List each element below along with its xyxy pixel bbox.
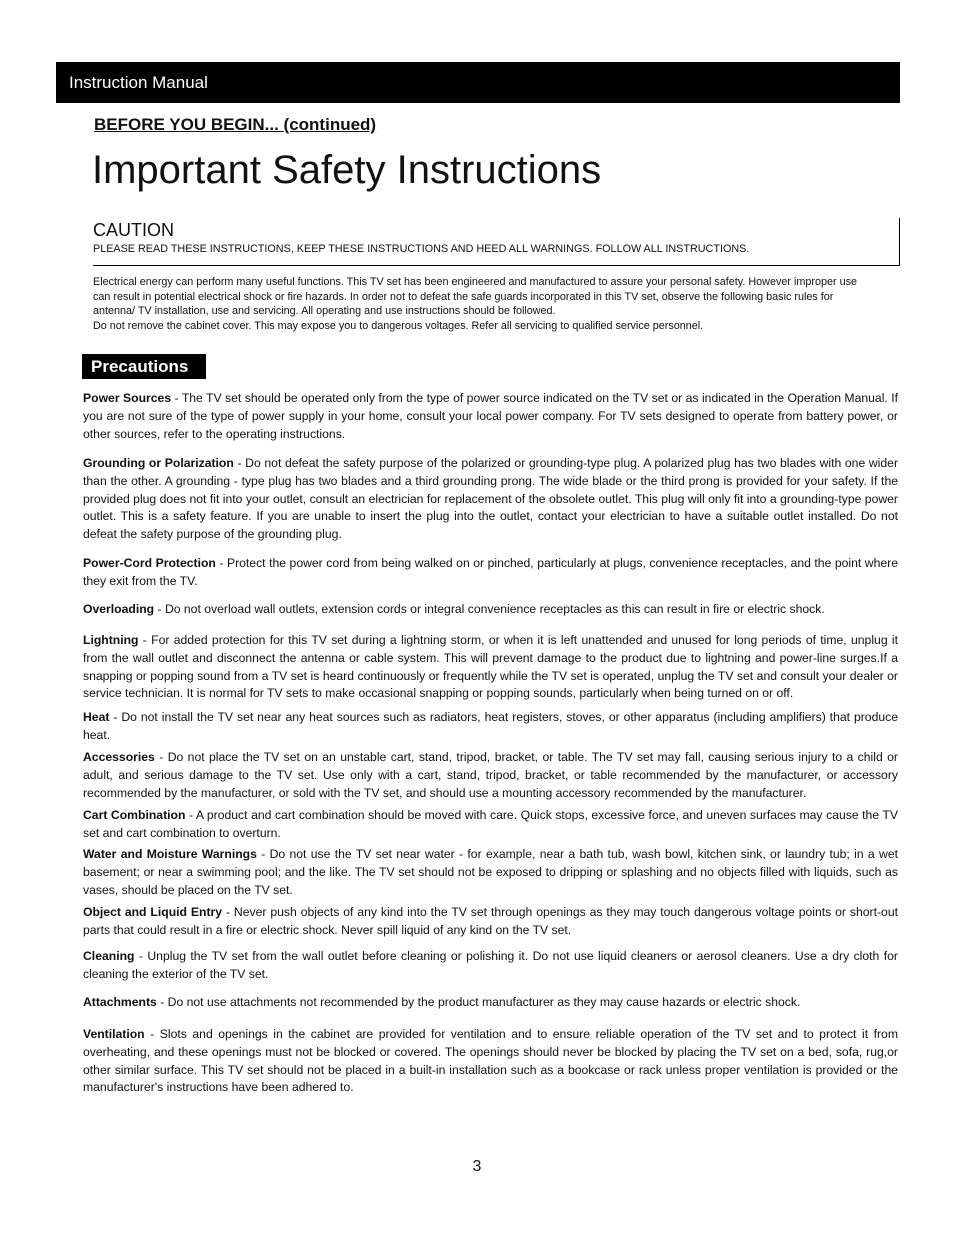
precaution-text: - Do not use attachments not recommended by the product manufacturer as they may cause hazards or electric shock. [156, 995, 801, 1009]
caution-text: PLEASE READ THESE INSTRUCTIONS, KEEP THESE INSTRUCTIONS AND HEED ALL WARNINGS. FOLLOW ALL INSTRUCTIONS. [93, 243, 750, 255]
precaution-text: - Do not place the TV set on an unstable cart, stand, tripod, bracket, or table. The TV set may fall, causing serious injury to a child or adult, and serious damage to the TV set. Use only with a cart, stand, tripod, bracket, or table recommended by the manufacturer, or accessory recommended by the manufacturer, or sold with the TV set, and should use a mounting accessory recommended by the manufacturer. [83, 750, 898, 800]
intro-text [93, 275, 873, 333]
precaution-term: Cleaning [83, 949, 135, 963]
header-bar [56, 62, 900, 103]
caution-title: CAUTION [93, 220, 174, 240]
precaution-term: Ventilation [83, 1027, 145, 1041]
precaution-accessories [83, 749, 898, 802]
precaution-power-sources [83, 390, 898, 443]
precaution-term: Cart Combination [83, 808, 186, 822]
precaution-attachments [83, 994, 898, 1012]
precaution-cart-combination [83, 807, 898, 843]
precaution-cleaning [83, 948, 898, 984]
precaution-overloading [83, 601, 898, 619]
precaution-term: Lightning [83, 633, 139, 647]
precaution-object-liquid [83, 904, 898, 940]
precaution-term: Attachments [83, 995, 157, 1009]
precaution-text: - For added protection for this TV set during a lightning storm, or when it is left unattended and unused for long periods of time, unplug it from the wall outlet and disconnect the antenna or cable system. This will prevent damage to the product due to lightning and power-line surges.If a snapping or popping sound from a TV set is heard continuously or frequently while the TV set is operated, unplug the TV set and consult your dealer or service technician. It is normal for TV sets to make occasional snapping or popping sounds, particularly when being turned on or off. [83, 633, 898, 701]
precaution-text: - Slots and openings in the cabinet are provided for ventilation and to ensure reliable operation of the TV set and to protect it from overheating, and these openings must not be blocked or covered. The openings should never be blocked by placing the TV set on a bed, sofa, rug,or other similar surface. This TV set should not be placed in a built-in installation such as a bookcase or rack unless proper ventilation is provided or the manufacturer's instructions have been adhered to. [83, 1027, 898, 1095]
precaution-term: Object and Liquid Entry [83, 905, 223, 919]
page-title: Important Safety Instructions [92, 148, 602, 192]
precaution-water-moisture [83, 846, 898, 899]
intro-paragraph: Do not remove the cabinet cover. This may expose you to dangerous voltages. Refer all servicing to qualified service personnel. [93, 319, 704, 332]
precaution-text: - The TV set should be operated only from the type of power source indicated on the TV set or as indicated in the Operation Manual. If you are not sure of the type of power supply in your home, consult your local power company. For TV sets designed to operate from battery power, or other sources, refer to the operating instructions. [83, 391, 898, 441]
precaution-text: - Do not defeat the safety purpose of the polarized or grounding-type plug. A polarized plug has two blades with one wider than the other. A grounding - type plug has two blades and a third grounding prong. The wide blade or the third prong is provided for your safety. If the provided plug does not fit into your outlet, consult an electrician for replacement of the obsolete outlet. This plug will only fit into a grounding-type power outlet. This is a safety feature. If you are unable to insert the plug into the outlet, contact your electrician to have a suitable outlet installed. Do not defeat the safety purpose of the grounding plug. [83, 456, 898, 542]
precaution-term: Accessories [83, 750, 155, 764]
precaution-term: Heat [83, 710, 110, 724]
precautions-label: Precautions [82, 354, 206, 379]
precaution-term: Grounding or Polarization [83, 456, 234, 470]
section-heading: BEFORE YOU BEGIN... (continued) [94, 115, 377, 134]
precaution-text: - Never push objects of any kind into the TV set through openings as they may touch dangerous voltage points or short-out parts that could result in a fire or electric shock. Never spill liquid of any kind on the TV set. [83, 905, 898, 937]
precaution-text: - Protect the power cord from being walked on or pinched, particularly at plugs, convenience receptacles, and the point where they exit from the TV. [83, 556, 899, 588]
intro-paragraph: Electrical energy can perform many useful functions. This TV set has been engineered and manufactured to assure your personal safety. However improper use can result in potential electrical shock or fire hazards. In order not to defeat the safe guards incorporated in this TV set, observe the following basic rules for antenna/ TV installation, use and servicing. All operating and use instructions should be followed. [93, 276, 857, 318]
precaution-text: - A product and cart combination should be moved with care. Quick stops, excessive force, and uneven surfaces may cause the TV set and cart combination to overturn. [83, 808, 898, 840]
precaution-term: Power-Cord Protection [83, 556, 216, 570]
precaution-term: Water and Moisture Warnings [83, 847, 257, 861]
precaution-grounding [83, 455, 898, 544]
page-number: 3 [472, 1158, 482, 1175]
precaution-power-cord [83, 555, 898, 591]
precaution-text: - Do not overload wall outlets, extension cords or integral convenience receptacles as this can result in fire or electric shock. [154, 602, 825, 616]
precaution-lightning [83, 632, 898, 703]
precaution-text: - Do not install the TV set near any heat sources such as radiators, heat registers, stoves, or other apparatus (including amplifiers) that produce heat. [83, 710, 898, 742]
caution-box [93, 218, 900, 266]
precaution-term: Power Sources [83, 391, 172, 405]
header-title: Instruction Manual [69, 73, 208, 92]
precaution-heat [83, 709, 898, 745]
precaution-ventilation [83, 1026, 898, 1097]
precaution-term: Overloading [83, 602, 155, 616]
precaution-text: - Unplug the TV set from the wall outlet before cleaning or polishing it. Do not use liquid cleaners or aerosol cleaners. Use a dry cloth for cleaning the exterior of the TV set. [83, 949, 898, 981]
precaution-text: - Do not use the TV set near water - for example, near a bath tub, wash bowl, kitchen sink, or laundry tub; in a wet basement; or near a swimming pool; and the like. The TV set should not be exposed to dripping or splashing and no objects filled with liquids, such as vases, should be placed on the TV set. [83, 847, 898, 897]
